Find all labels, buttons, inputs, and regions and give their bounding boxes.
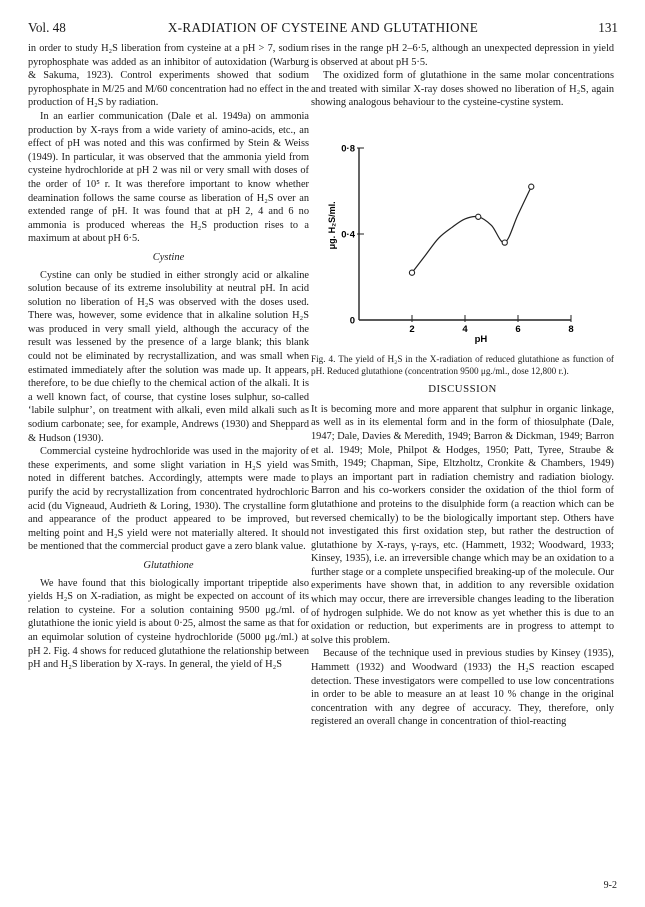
figure-4 [311, 110, 614, 354]
signature-mark: 9-2 [603, 880, 617, 891]
running-header [28, 20, 618, 38]
paragraph: The oxidized form of glutathione in the same molar concentrations and treated with similar X-ray doses showed no liberation of H₂S, again showing analogous behaviour to the cysteine-cystine system. [311, 70, 614, 109]
paragraph: rises in the range pH 2–6·5, although an unexpected depression in yield is observed at about pH 5·5. [311, 43, 614, 68]
paragraph: It is becoming more and more apparent that sulphur in organic linkage, as well as in its elemental form and in the form of thiosulphate (Dale, 1947; Dale, Davies & Meredith, 1949; Barron & Dickman, 1949; Barron et al. 1949; Mole, Philpot & Hodges, 1950; Patt, Tyree, Straube & Smith, 1949; Chapman, Sipe, Eltzholtz, Cronkite & Chambers, 1949) plays an important part in radiation chemistry and radiation biology. Barron and his co-workers consider the oxidation of the thiol form of glutathione and proteins to the disulphide form (a reaction which can be reversed chemically) to be the biologically important step. Others have not investigated this first oxidation step, but rather the destruction of glutathione by X-rays, γ-rays, etc. (Hammett, 1932; Woodward, 1933; Kinsey, 1935), i.e. an irreversible change which may be an oxidation to a further stage or a complete unspecified breaking-up of the molecule. Our experiments have shown that, in addition to any reversible oxidation which may occur, there are irreversible changes leading to the liberation of hydrogen sulphide. We do not know as yet whether this is due to an oxidation or reduction, but experiments are in progress to attempt to solve this problem. [311, 403, 614, 646]
section-heading-discussion: DISCUSSION [428, 383, 497, 396]
section-heading-glutathione: Glutathione [143, 559, 194, 571]
x-axis-label: pH [474, 333, 488, 345]
paragraph: Cystine can only be studied in either strongly acid or alkaline solution because of its extreme insolubility at neutral pH. In acid solution no liberation of H₂S was observed with the doses used. There was, however, some evidence that in alkaline solution H₂S was produced in very small yield, although the accuracy of the result was lessened by the presence of a large blank; this blank could not be eliminated by recrystallization, and was small when estimated immediately after the solution was made up. It appears, therefore, to be due chiefly to the chemical action of the alkali. It is a well known fact, of course, that cystine loses sulphur, so-called ‘labile sulphur’, on treatment with alkali, even mild alkali such as sodium carbonate; see, for example, Andrews (1930) and Sheppard & Hudson (1930). [28, 269, 309, 444]
x-tick-label: 4 [462, 323, 468, 335]
volume-number: Vol. 48 [28, 20, 66, 35]
section-heading-cystine: Cystine [152, 251, 185, 263]
data-point [502, 240, 507, 245]
y-tick-label: 0·4 [341, 229, 355, 241]
paragraph: Because of the technique used in previous studies by Kinsey (1935), Hammett (1932) and Woodward (1933) the H₂S reaction escaped detection. These investigators were compelled to use low concentrations in order to be able to measure an at least 10 % change in the original concentration with any degree of accuracy. They, therefore, only registered an overall change in concentration of thiol-reacting [311, 648, 614, 728]
paragraph: Commercial cysteine hydrochloride was used in the majority of these experiments, and some slight variation in H₂S yield was noted in different batches. Accordingly, attempts were made to purify the acid by recrystallization from concentrated hydrochloric acid (du Vigneaud, Audrieth & Loring, 1930). The crystalline form and appearance of the product appeared to be improved, but melting point and H₂S yield were not materially altered. It should be mentioned that the commercial product gave a zero blank value. [28, 446, 309, 553]
right-column [311, 42, 614, 729]
x-tick-label: 2 [409, 323, 415, 335]
running-title: X-RADIATION OF CYSTEINE AND GLUTATHIONE [167, 20, 479, 35]
y-tick-label: 0·8 [341, 143, 355, 155]
paragraph: In an earlier communication (Dale et al. 1949a) on ammonia production by X-rays from a wide variety of amino-acids, etc., an effect of pH was noted and this was confirmed by Stein & Weiss (1949). In particular, it was observed that the ammonia yield from cysteine hydrochloride at pH 2 was nil or very small with doses of the order of 10⁵ r. It was therefore important to know whether deamination follows the same course as liberation of H₂S over an extended range of pH. It was found that at pH 2, 4 and 6 no ammonia is produced whereas the H₂S production rises to a maximum at about pH 6·5. [28, 110, 309, 245]
figure-caption: Fig. 4. The yield of H₂S in the X-radiation of reduced glutathione as function of pH. Reduced glutathione (concentration 9500 μg./ml., dose 12,800 r.). [311, 353, 614, 376]
series-line [412, 187, 531, 273]
data-point [476, 214, 481, 219]
ph-yield-chart [311, 110, 614, 354]
page-number: 131 [598, 20, 618, 35]
paragraph: in order to study H₂S liberation from cysteine at a pH > 7, sodium pyrophosphate was added as an inhibitor of autoxidation (Warburg & Sakuma, 1923). Control experiments showed that sodium pyrophosphate in M/25 and M/60 concentration had no effect in the production of H₂S by radiation. [28, 43, 309, 109]
x-tick-label: 6 [515, 323, 521, 335]
left-column [28, 42, 309, 672]
x-tick-label: 8 [568, 323, 574, 335]
paragraph: We have found that this biologically important tripeptide also yields H₂S on X-radiation, as might be expected on account of its relation to cysteine. For a solution containing 9500 μg./ml. of glutathione the ionic yield is about 0·25, almost the same as that for an equimolar solution of cysteine hydrochloride (5000 μg./ml.) at pH 2. Fig. 4 shows for reduced glutathione the relationship between pH and H₂S liberation by X-rays. In general, the yield of H₂S [28, 577, 309, 671]
y-axis-label: μg. H₂S/ml. [327, 201, 337, 250]
data-point [529, 184, 534, 189]
y-tick-label: 0 [349, 315, 355, 327]
data-point [409, 270, 414, 275]
